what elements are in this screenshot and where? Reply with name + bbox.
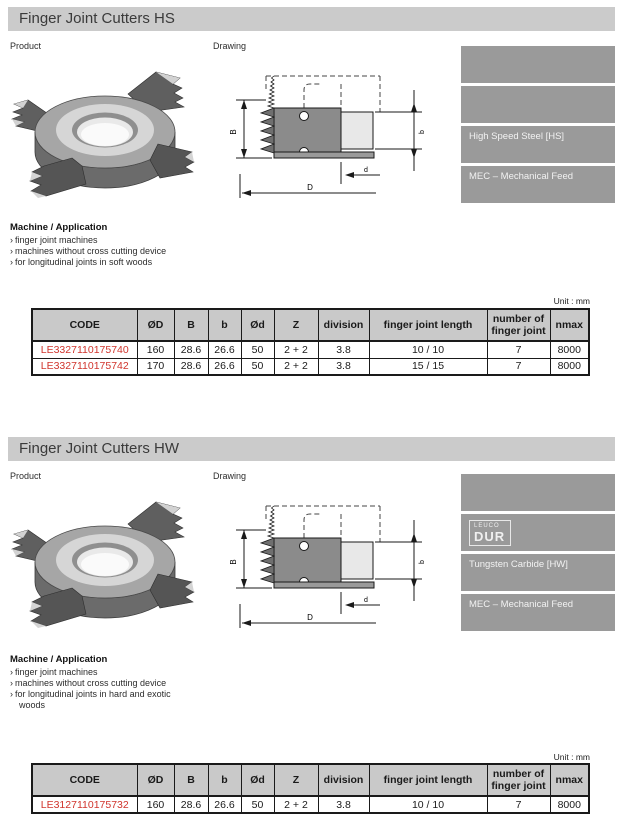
col-header-b-lower: b	[208, 309, 241, 341]
col-header-finger-joint-length: finger joint length	[369, 309, 487, 341]
feed-text: MEC – Mechanical Feed	[469, 171, 574, 182]
unit-label: Unit : mm	[553, 752, 590, 762]
bullet-text: machines without cross cutting device	[15, 678, 167, 688]
cell: 50	[241, 341, 274, 358]
bullet-item	[10, 667, 172, 678]
cell: 2 + 2	[274, 796, 318, 813]
material-box	[461, 554, 615, 591]
material-box	[461, 126, 615, 163]
cell: 26.6	[208, 341, 241, 358]
table-header-row	[32, 764, 589, 796]
col-header-od: ØD	[137, 764, 174, 796]
bullet-marker: ›	[10, 689, 13, 699]
cell: 7	[487, 341, 550, 358]
col-header-od-small: Ød	[241, 764, 274, 796]
cell: 3.8	[318, 796, 369, 813]
material-text: Tungsten Carbide [HW]	[469, 559, 568, 570]
cell: 50	[241, 796, 274, 813]
col-header-division: division	[318, 309, 369, 341]
feed-text: MEC – Mechanical Feed	[469, 599, 574, 610]
info-box-blank-1	[461, 46, 615, 83]
cell: 10 / 10	[369, 796, 487, 813]
product-photo	[10, 490, 200, 635]
col-header-finger-joint-length: finger joint length	[369, 764, 487, 796]
cell: 28.6	[174, 358, 208, 375]
bullet-text: for longitudinal joints in soft woods	[15, 257, 153, 267]
col-header-code: CODE	[32, 764, 137, 796]
cell: 2 + 2	[274, 341, 318, 358]
sidebar-hs	[461, 46, 615, 203]
bullet-item	[10, 678, 172, 689]
leuco-dur-logo-box	[461, 514, 615, 551]
cell: 26.6	[208, 796, 241, 813]
col-header-b-upper: B	[174, 309, 208, 341]
table-header-row	[32, 309, 589, 341]
col-header-z: Z	[274, 309, 318, 341]
col-header-nmax: nmax	[550, 764, 589, 796]
drawing-label: Drawing	[213, 41, 247, 51]
dim-label-D: D	[307, 183, 313, 192]
cell: 160	[137, 796, 174, 813]
bullet-item	[10, 246, 172, 257]
bullet-item	[10, 689, 172, 711]
cell: 26.6	[208, 358, 241, 375]
logo-bottom-text: DUR	[474, 529, 506, 544]
col-header-z: Z	[274, 764, 318, 796]
table-row	[32, 341, 589, 358]
cell: 15 / 15	[369, 358, 487, 375]
cell: 10 / 10	[369, 341, 487, 358]
product-photo	[10, 60, 200, 205]
machine-application-title: Machine / Application	[10, 654, 108, 665]
cell-code: LE3327110175742	[32, 358, 137, 375]
col-header-number-of-finger-joint: number of finger joint	[487, 309, 550, 341]
cell: 160	[137, 341, 174, 358]
table-row	[32, 796, 589, 813]
leuco-dur-logo	[469, 520, 511, 546]
section-title-hw: Finger Joint Cutters HW	[8, 437, 615, 461]
cell: 8000	[550, 341, 589, 358]
cell: 3.8	[318, 341, 369, 358]
col-header-nmax: nmax	[550, 309, 589, 341]
col-header-b-upper: B	[174, 764, 208, 796]
bullet-marker: ›	[10, 667, 13, 677]
bullet-item	[10, 235, 172, 246]
bullet-text: for longitudinal joints in hard and exotic woods	[15, 689, 171, 710]
info-box-blank-2	[461, 86, 615, 123]
dim-label-D: D	[307, 613, 313, 622]
material-text: High Speed Steel [HS]	[469, 131, 565, 142]
spec-table-hs	[31, 308, 590, 376]
section-title-hs: Finger Joint Cutters HS	[8, 7, 615, 31]
feed-box	[461, 594, 615, 631]
feed-box	[461, 166, 615, 203]
machine-application-hw	[10, 654, 172, 711]
cell: 28.6	[174, 796, 208, 813]
technical-drawing	[228, 62, 428, 202]
bullet-text: machines without cross cutting device	[15, 246, 167, 256]
dim-label-b: b	[419, 560, 426, 564]
sidebar-hw	[461, 474, 615, 631]
cell: 7	[487, 796, 550, 813]
cell: 7	[487, 358, 550, 375]
unit-label: Unit : mm	[553, 296, 590, 306]
col-header-b-lower: b	[208, 764, 241, 796]
bullet-text: finger joint machines	[15, 667, 98, 677]
logo-top-text: LEUCO	[474, 523, 500, 529]
cell: 50	[241, 358, 274, 375]
dim-label-d: d	[364, 597, 368, 604]
product-label: Product	[10, 471, 42, 481]
col-header-number-of-finger-joint: number of finger joint	[487, 764, 550, 796]
bullet-text: finger joint machines	[15, 235, 98, 245]
cell: 8000	[550, 796, 589, 813]
dim-label-d: d	[364, 167, 368, 174]
col-header-code: CODE	[32, 309, 137, 341]
cell-code: LE3327110175740	[32, 341, 137, 358]
cell: 3.8	[318, 358, 369, 375]
col-header-division: division	[318, 764, 369, 796]
col-header-od: ØD	[137, 309, 174, 341]
bullet-marker: ›	[10, 257, 13, 267]
table-row	[32, 358, 589, 375]
bullet-marker: ›	[10, 235, 13, 245]
dim-label-B: B	[229, 559, 238, 565]
machine-application-hs	[10, 222, 172, 268]
drawing-label: Drawing	[213, 471, 247, 481]
cell: 8000	[550, 358, 589, 375]
col-header-od-small: Ød	[241, 309, 274, 341]
technical-drawing	[228, 492, 428, 632]
bullet-marker: ›	[10, 678, 13, 688]
cell-code: LE3127110175732	[32, 796, 137, 813]
bullet-marker: ›	[10, 246, 13, 256]
info-box-blank-1	[461, 474, 615, 511]
spec-table-hw	[31, 763, 590, 814]
cell: 2 + 2	[274, 358, 318, 375]
dim-label-B: B	[229, 129, 238, 135]
machine-application-title: Machine / Application	[10, 222, 108, 233]
cell: 28.6	[174, 341, 208, 358]
bullet-item	[10, 257, 172, 268]
dim-label-b: b	[419, 130, 426, 134]
cell: 170	[137, 358, 174, 375]
product-label: Product	[10, 41, 42, 51]
